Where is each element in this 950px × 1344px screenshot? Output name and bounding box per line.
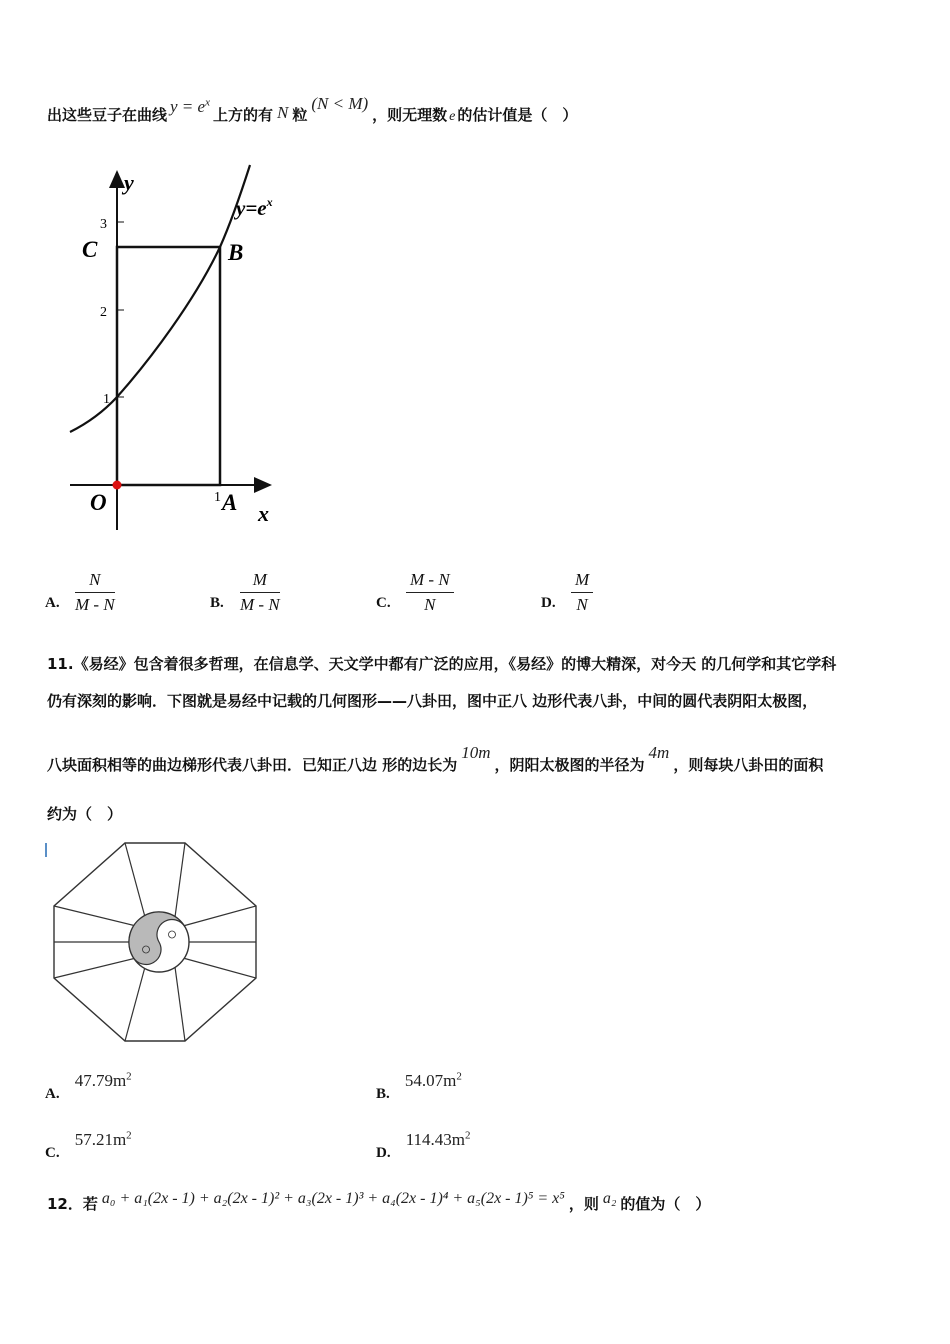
q11-line-4: 约为（ ）	[47, 805, 123, 823]
q10-graph	[60, 160, 300, 535]
q11-line-1: 11.《易经》包含着很多哲理，在信息学、天文学中都有广泛的应用，《易经》的博大精深，对今天 的几何学和其它学科	[47, 655, 837, 673]
q12-suffix-a: ，则	[568, 1195, 599, 1213]
q10-text-e: 的估计值是（ ）	[457, 106, 578, 124]
q10-text-c: 粒	[292, 106, 308, 124]
q11-option-a[interactable]	[45, 1070, 132, 1102]
x-axis-label: x	[258, 501, 269, 526]
option-a-fraction: $\frac{N}{M - N}$	[75, 570, 115, 614]
curve-label: $y=e^x$	[236, 195, 273, 220]
q10-text-d: ，则无理数	[372, 106, 448, 124]
rectangle-oabc	[117, 247, 220, 485]
tick-label-2: 2	[100, 305, 107, 320]
origin-label: O	[90, 490, 107, 515]
option-a-value: $47.79m^2$	[74, 1070, 132, 1090]
bagua-field-figure	[48, 838, 268, 1053]
y-axis-label: y	[124, 170, 134, 195]
option-c-value: $57.21m^2$	[74, 1129, 132, 1149]
option-b-fraction: $\frac{M}{M - N}$	[240, 570, 280, 614]
q12-stem	[47, 1190, 711, 1214]
point-b-label: B	[228, 240, 244, 265]
q10-option-d[interactable]	[541, 570, 621, 620]
option-d-fraction: $\frac{M}{N}$	[571, 570, 593, 615]
figure-edge-mark	[45, 843, 47, 857]
q10-n-var: N	[276, 103, 289, 122]
option-c-label: C.	[45, 1144, 60, 1161]
tick-label-3: 3	[100, 217, 107, 232]
q10-stem	[47, 94, 578, 125]
side-length: 10m	[461, 743, 491, 762]
exp-curve	[70, 165, 250, 432]
tick-label-1: 1	[103, 392, 110, 407]
point-a-label: A	[222, 490, 238, 515]
q10-option-c[interactable]	[376, 570, 486, 620]
option-a-label: A.	[45, 595, 60, 611]
q11-option-b[interactable]	[376, 1070, 462, 1102]
option-d-value: $114.43m^2$	[405, 1129, 471, 1149]
taiji-radius: 4m	[648, 743, 670, 762]
q12-prefix: 12．若	[47, 1195, 98, 1213]
q11-line-2: 仍有深刻的影响．下图就是易经中记载的几何图形——八卦田，图中正八 边形代表八卦，中间的圆代表阴阳太极图，	[47, 692, 818, 710]
origin-point	[113, 481, 122, 490]
q11-option-c[interactable]	[45, 1129, 132, 1161]
option-c-label: C.	[376, 595, 391, 611]
point-c-label: C	[82, 237, 98, 262]
option-d-label: D.	[541, 595, 556, 611]
q12-suffix-b: 的值为（ ）	[620, 1195, 711, 1213]
q10-option-b[interactable]	[210, 570, 320, 620]
q12-target: a₂	[602, 1190, 617, 1207]
option-b-label: B.	[376, 1085, 390, 1102]
q12-equation: a₀ + a₁(2x - 1) + a₂(2x - 1)² + a₃(2x - 1)³ + a₄(2x - 1)⁴ + a₅(2x - 1)⁵ = x⁵	[101, 1190, 565, 1207]
q10-condition: (N < M)	[311, 94, 369, 113]
option-b-label: B.	[210, 595, 224, 611]
option-d-label: D.	[376, 1144, 391, 1161]
q11-line-3: 八块面积相等的曲边梯形代表八卦田．已知正八边 形的边长为10m，阴阳太极图的半径为4m，则每块八卦田的面积	[47, 743, 824, 774]
q10-text-b: 上方的有	[212, 106, 273, 124]
q10-curve-expr: $y = e^x$	[170, 96, 210, 116]
q10-e-var: e	[449, 109, 456, 124]
q10-option-a[interactable]	[45, 570, 155, 620]
q11-option-d[interactable]	[376, 1129, 471, 1161]
tick-label-x1: 1	[214, 490, 221, 505]
option-b-value: $54.07m^2$	[404, 1070, 462, 1090]
q10-text-a: 出这些豆子在曲线	[47, 106, 168, 124]
option-a-label: A.	[45, 1085, 60, 1102]
option-c-fraction: $\frac{M - N}{N}$	[406, 570, 454, 615]
